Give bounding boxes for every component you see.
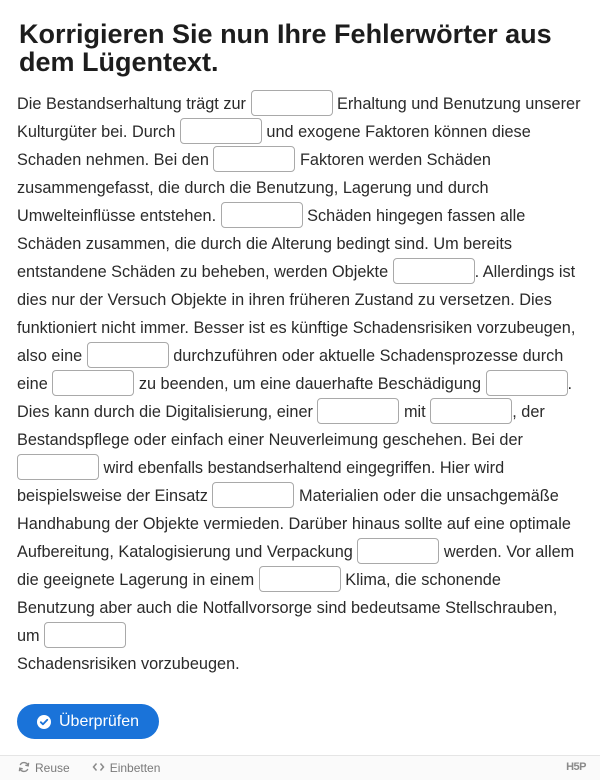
blank-input-1[interactable] xyxy=(251,90,333,116)
blank-input-10[interactable] xyxy=(430,398,512,424)
blank-input-9[interactable] xyxy=(317,398,399,424)
blank-input-2[interactable] xyxy=(180,118,262,144)
task-title: Korrigieren Sie nun Ihre Fehlerwörter aus dem Lügentext. xyxy=(19,19,552,77)
blank-input-15[interactable] xyxy=(44,622,126,648)
text-segment: Schadensrisiken vorzubeugen. xyxy=(17,655,240,673)
h5p-logo: H5P xyxy=(566,761,586,773)
text-segment: zu beenden, um eine dauerhafte Beschädigung xyxy=(134,375,486,393)
reuse-arrows-icon xyxy=(18,761,30,776)
blank-input-8[interactable] xyxy=(486,370,568,396)
text-segment: Faktoren werden Schäden zusammengefasst, die durch die Benutzung, Lagerung und durch Umwelteinflüsse entstehen. xyxy=(17,151,491,225)
blank-input-12[interactable] xyxy=(212,482,294,508)
blank-input-5[interactable] xyxy=(393,258,475,284)
check-button[interactable] xyxy=(17,704,159,739)
code-brackets-icon xyxy=(92,761,105,776)
blank-input-11[interactable] xyxy=(17,454,99,480)
text-segment: . Dies kann durch die Digitalisierung, einer xyxy=(17,375,573,421)
h5p-footer xyxy=(0,755,600,780)
text-segment: wird ebenfalls bestandserhaltend eingegriffen. Hier wird beispielsweise der Einsatz xyxy=(17,459,505,505)
check-button-label: Überprüfen xyxy=(59,712,140,730)
text-segment: mit xyxy=(399,403,431,421)
text-segment: Erhaltung und Benutzung unserer Kulturgüter bei. Durch xyxy=(17,95,581,141)
text-segment: Materialien oder die unsachgemäße Handhabung der Objekte vermieden. Darüber hinaus sollte auf eine optimale Aufbereitung, Katalogisierung und Verpackung xyxy=(17,487,571,561)
text-segment: werden. Vor allem die geeignete Lagerung in einem xyxy=(17,543,575,589)
text-segment: , der Bestandspflege oder einfach einer Neuverleimung geschehen. Bei der xyxy=(17,403,545,449)
text-segment: und exogene Faktoren können diese Schaden nehmen. Bei den xyxy=(17,123,531,169)
blank-input-14[interactable] xyxy=(259,566,341,592)
blank-input-4[interactable] xyxy=(221,202,303,228)
embed-button[interactable] xyxy=(92,761,161,776)
reuse-label: Reuse xyxy=(35,761,70,775)
blank-input-7[interactable] xyxy=(52,370,134,396)
text-segment: Klima, die schonende Benutzung aber auch die Notfallvorsorge sind bedeutsame Stellschrauben, um xyxy=(17,571,558,645)
text-segment: durchzuführen oder aktuelle Schadensprozesse durch eine xyxy=(17,347,564,393)
blank-input-6[interactable] xyxy=(87,342,169,368)
text-segment: Schäden hingegen fassen alle Schäden zusammen, die durch die Alterung bedingt sind. Um bereits entstandene Schäden zu beheben, werden Objekte xyxy=(17,207,526,281)
blank-input-3[interactable] xyxy=(213,146,295,172)
check-circle-icon xyxy=(37,715,51,729)
text-segment: Die Bestandserhaltung trägt zur xyxy=(17,95,251,113)
text-segment: . Allerdings ist dies nur der Versuch Objekte in ihren früheren Zustand zu versetzen. Dies funktioniert nicht immer. Besser ist es künftige Schadensrisiken vorzubeugen, also eine xyxy=(17,263,576,365)
reuse-button[interactable] xyxy=(18,761,70,776)
blank-input-13[interactable] xyxy=(357,538,439,564)
cloze-text xyxy=(0,76,600,678)
embed-label: Einbetten xyxy=(109,761,161,775)
